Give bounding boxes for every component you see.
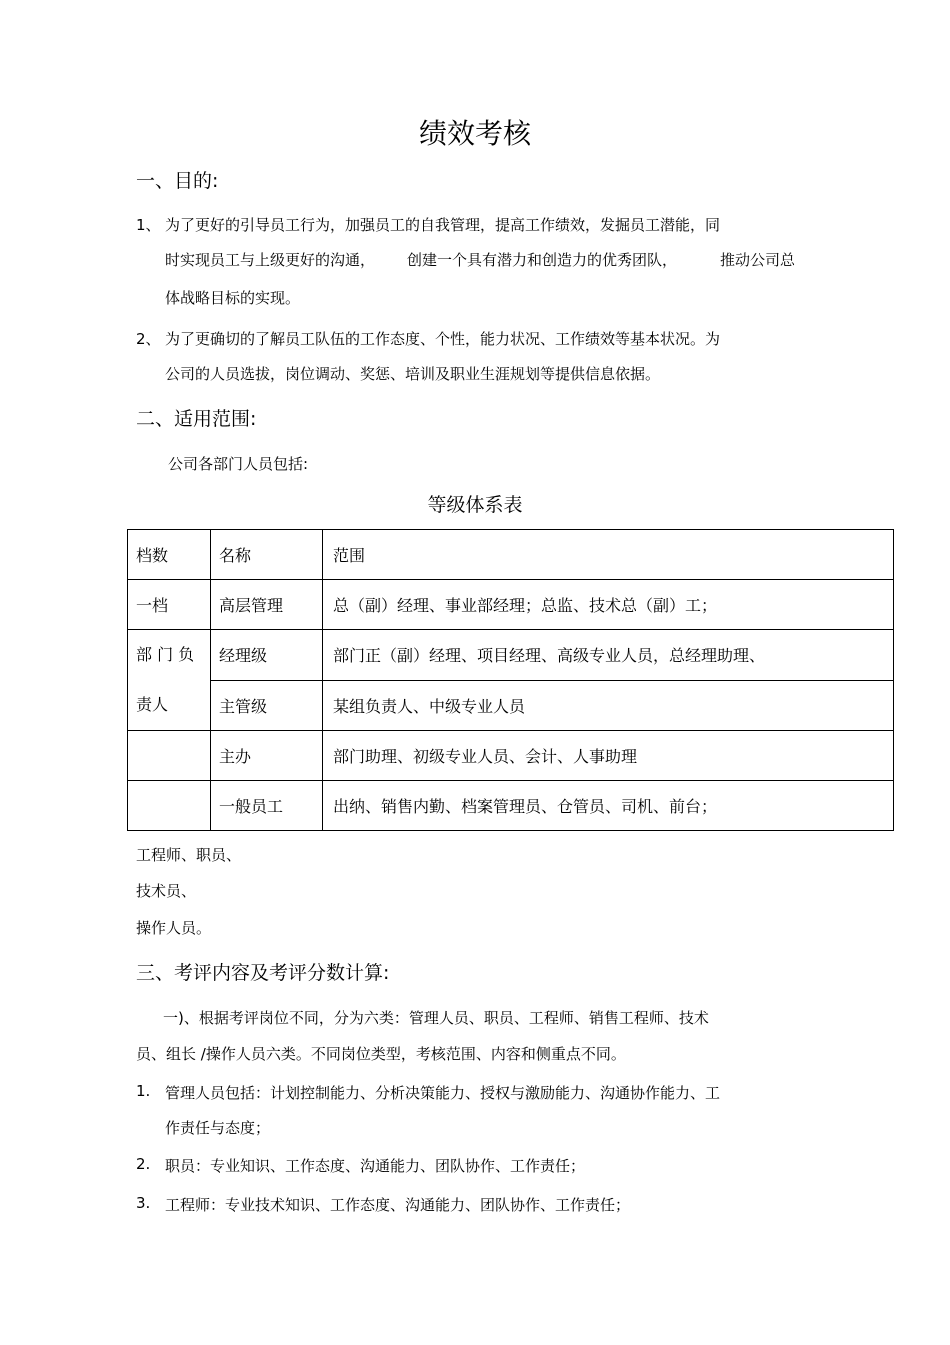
table-cell: 一般员工	[211, 781, 323, 831]
table-header-cell: 名称	[211, 530, 323, 580]
paragraph-line: 工程师：专业技术知识、工作态度、沟通能力、团队协作、工作责任；	[165, 1196, 631, 1214]
table-caption: 等级体系表	[427, 494, 523, 516]
paragraph-line: 职员：专业知识、工作态度、沟通能力、团队协作、工作责任；	[165, 1157, 586, 1175]
table-cell	[128, 781, 211, 831]
section-heading-evaluation: 三、考评内容及考评分数计算:	[136, 962, 390, 984]
table-cell: 部门正（副）经理、项目经理、高级专业人员，总经理助理、	[323, 630, 894, 681]
table-row	[128, 781, 894, 831]
table-cell-line: 责人	[136, 695, 169, 714]
table-cell-line: 部 门 负	[136, 645, 195, 664]
list-number: 1.	[136, 1082, 151, 1100]
table-cell-merged	[128, 630, 211, 731]
grade-table	[127, 529, 894, 831]
list-number: 3.	[136, 1194, 151, 1212]
section-heading-scope: 二、适用范围:	[136, 408, 257, 430]
section-heading-purpose: 一、目的:	[136, 170, 219, 192]
table-cell: 经理级	[211, 630, 323, 681]
page-title: 绩效考核	[418, 117, 531, 150]
table-cell: 主管级	[211, 680, 323, 731]
table-header-row	[128, 530, 894, 580]
table-row	[128, 731, 894, 781]
list-number: 2.	[136, 1155, 151, 1173]
table-row	[128, 680, 894, 731]
paragraph-line: 管理人员包括：计划控制能力、分析决策能力、授权与激励能力、沟通协作能力、工	[165, 1084, 721, 1102]
paragraph-line: 公司的人员选拔，岗位调动、奖惩、培训及职业生涯规划等提供信息依据。	[165, 365, 661, 383]
table-cell: 部门助理、初级专业人员、会计、人事助理	[323, 731, 894, 781]
table-header-cell: 范围	[323, 530, 894, 580]
paragraph-line: 推动公司总	[720, 251, 796, 269]
table-cell: 一档	[128, 580, 211, 630]
paragraph-line: 为了更好的引导员工行为，加强员工的自我管理，提高工作绩效，发掘员工潜能，同	[165, 216, 721, 234]
paragraph-line: 公司各部门人员包括:	[168, 455, 309, 473]
table-cell: 高层管理	[211, 580, 323, 630]
list-number: 2、	[136, 330, 161, 348]
paragraph-line: 时实现员工与上级更好的沟通，	[165, 251, 376, 269]
table-row	[128, 630, 894, 681]
paragraph-line: 作责任与态度；	[165, 1119, 271, 1137]
paragraph-line: 技术员、	[136, 882, 197, 900]
paragraph-line: 工程师、职员、	[136, 846, 242, 864]
table-row	[128, 580, 894, 630]
list-number: 1、	[136, 216, 161, 234]
table-cell	[128, 731, 211, 781]
paragraph-line: 为了更确切的了解员工队伍的工作态度、个性，能力状况、工作绩效等基本状况。为	[165, 330, 721, 348]
paragraph-line: 体战略目标的实现。	[165, 289, 301, 307]
table-cell: 总（副）经理、事业部经理；总监、技术总（副）工；	[323, 580, 894, 630]
table-header-cell: 档数	[128, 530, 211, 580]
table-cell: 出纳、销售内勤、档案管理员、仓管员、司机、前台；	[323, 781, 894, 831]
paragraph-line: 员、组长 /操作人员六类。不同岗位类型，考核范围、内容和侧重点不同。	[136, 1045, 626, 1063]
paragraph-line: 创建一个具有潜力和创造力的优秀团队，	[407, 251, 678, 269]
table-cell: 某组负责人、中级专业人员	[323, 680, 894, 731]
paragraph-line: 一)、根据考评岗位不同，分为六类：管理人员、职员、工程师、销售工程师、技术	[163, 1009, 709, 1027]
paragraph-line: 操作人员。	[136, 919, 212, 937]
table-cell: 主办	[211, 731, 323, 781]
